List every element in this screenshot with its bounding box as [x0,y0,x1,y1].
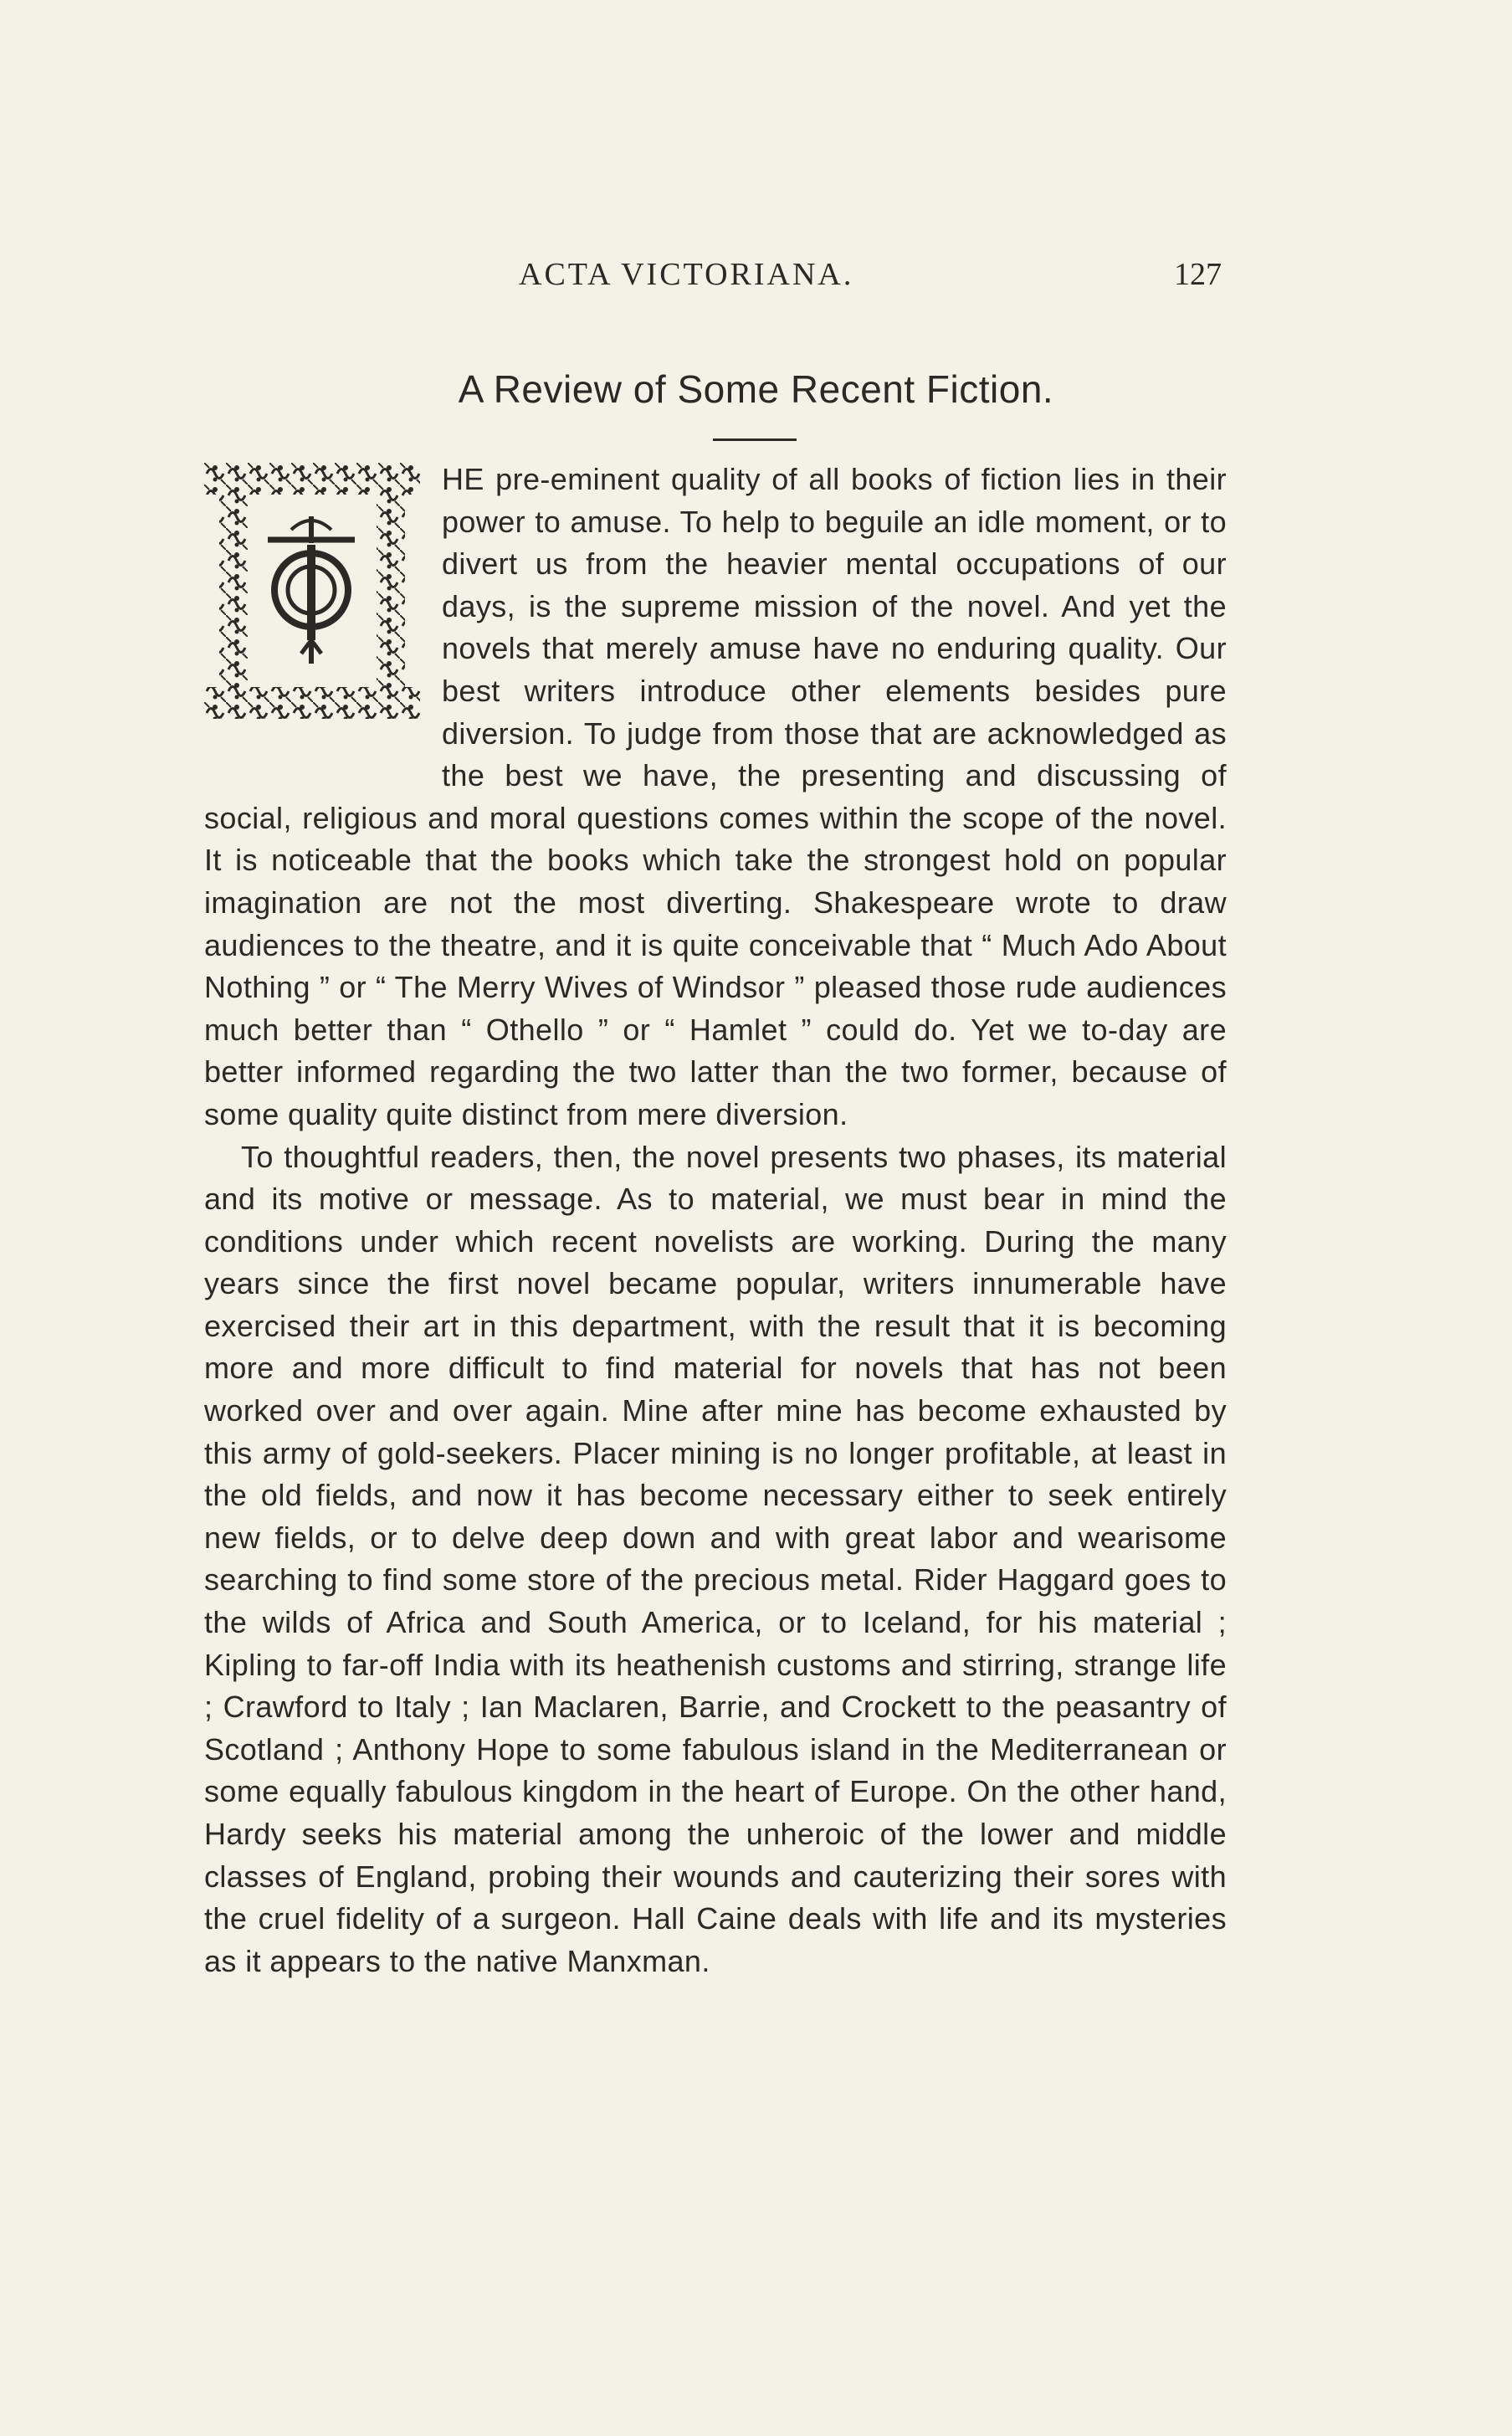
ornamental-drop-cap [204,463,420,719]
paragraph-1: HE pre-eminent quality of all books of fiction lies in their power to amuse. To help to beguile an idle moment, or to divert us from the heavier mental occupations of our days, is the supreme mission of the novel. And yet the novels that merely amuse have no enduring quality. Our best writers introduce other elements besides pure diversion. To judge from those that are acknowledged as the best we have, the presenting and discussing of social, religious and moral questions comes within the scope of the novel. It is noticeable that the books which take the strongest hold on popular imagination are not the most diverting. Shakespeare wrote to draw audiences to the theatre, and it is quite conceivable that “ Much Ado About Nothing ” or “ The Merry Wives of Windsor ” pleased those rude audiences much better than “ Othello ” or “ Hamlet ” could do. Yet we to-day are better informed regarding the two latter than the two former, because of some quality quite distinct from mere diversion. [204,462,1227,1131]
drop-cap-glyph [268,516,355,664]
title-rule [713,438,797,441]
running-head [0,256,1512,293]
article-title: A Review of Some Recent Fiction. [458,367,1054,411]
page-number: 127 [1174,257,1222,292]
journal-title: ACTA VICTORIANA. [519,257,854,292]
paragraph-2: To thoughtful readers, then, the novel presents two phases, its material and its motive or message. As to material, we must bear in mind the conditions under which recent novelists are working. During the many years since the first novel became popular, writers innumerable have exercised their art in this department, with the result that it is becoming more and more difficult to find material for novels that has not been worked over and over again. Mine after mine has become exhausted by this army of gold-seekers. Placer mining is no longer profitable, at least in the old fields, and now it has become necessary either to seek entirely new fields, or to delve deep down and with great labor and wearisome searching to find some store of the precious metal. Rider Haggard goes to the wilds of Africa and South America, or to Iceland, for his material ; Kipling to far-off India with its heathenish customs and stirring, strange life ; Crawford to Italy ; Ian Maclaren, Barrie, and Crockett to the peasantry of Scotland ; Anthony Hope to some fabulous island in the Mediterranean or some equally fabulous kingdom in the heart of Europe. On the other hand, Hardy seeks his material among the unheroic of the lower and middle classes of England, probing their wounds and cauterizing their sores with the cruel fidelity of a surgeon. Hall Caine deals with life and its mysteries as it appears to the native Manxman. [204,1139,1227,1978]
